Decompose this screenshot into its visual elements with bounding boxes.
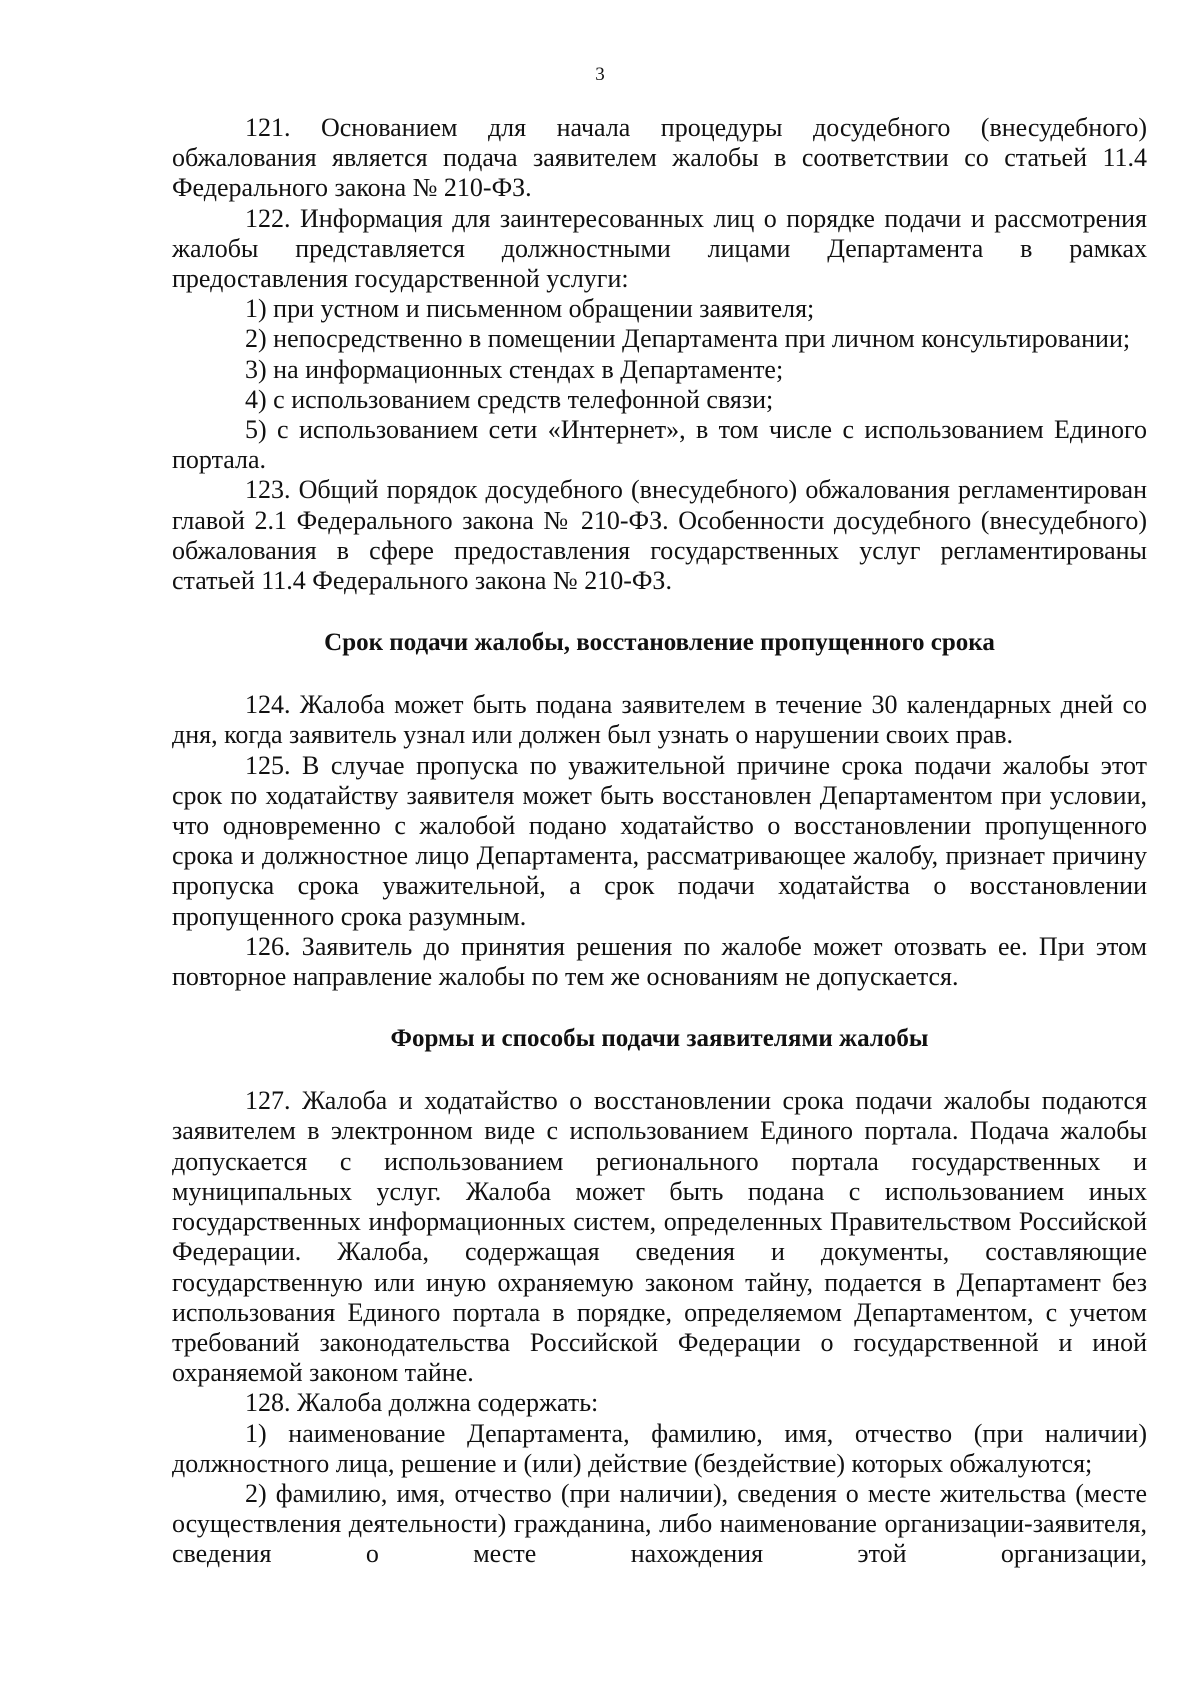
list-item-122-3: 3) на информационных стендах в Департаменте;: [245, 354, 784, 384]
page-number: 3: [595, 64, 605, 85]
list-item-128-2: 2) фамилию, имя, отчество (при наличии), сведения о месте жительства (месте осуществления деятельности) гражданина, либо наименование организации-заявителя, сведения о месте нахождения этой организации,: [172, 1478, 1147, 1569]
list-item-122-2: 2) непосредственно в помещении Департамента при личном консультировании;: [245, 324, 1131, 354]
list-item-122-4: 4) с использованием средств телефонной связи;: [245, 384, 774, 414]
paragraph-127: 127. Жалоба и ходатайство о восстановлении срока подачи жалобы подаются заявителем в электронном виде с использованием Единого портала. Подача жалобы допускается с использованием регионального портала государственных и муниципальных услуг. Жалоба может быть подана с использованием иных государственных информационных систем, определенных Правительством Российской Федерации. Жалоба, содержащая сведения и документы, составляющие государственную или иную охраняемую законом тайну, подается в Департамент без использования Единого портала в порядке, определяемом Департаментом, с учетом требований законодательства Российской Федерации о государственной и иной охраняемой законом тайне.: [172, 1086, 1147, 1388]
paragraph-128: 128. Жалоба должна содержать:: [245, 1388, 599, 1418]
paragraph-122: 122. Информация для заинтересованных лиц о порядке подачи и рассмотрения жалобы представляется должностными лицами Департамента в рамках предоставления государственной услуги:: [172, 203, 1147, 294]
paragraph-123: 123. Общий порядок досудебного (внесудебного) обжалования регламентирован главой 2.1 Федерального закона № 210-ФЗ. Особенности досудебного (внесудебного) обжалования в сфере предоставления государственных услуг регламентированы статьей 11.4 Федерального закона № 210-ФЗ.: [172, 475, 1147, 596]
section-heading-complaint-forms: Формы и способы подачи заявителями жалобы: [390, 1025, 929, 1053]
list-item-122-5: 5) с использованием сети «Интернет», в том числе с использованием Единого портала.: [172, 415, 1147, 475]
paragraph-126: 126. Заявитель до принятия решения по жалобе может отозвать ее. При этом повторное направление жалобы по тем же основаниям не допускается.: [172, 931, 1147, 992]
section-heading-complaint-deadline: Срок подачи жалобы, восстановление пропущенного срока: [324, 629, 995, 657]
paragraph-124: 124. Жалоба может быть подана заявителем в течение 30 календарных дней со дня, когда заявитель узнал или должен был узнать о нарушении своих прав.: [172, 690, 1147, 750]
document-body: [172, 113, 1147, 1570]
paragraph-121: 121. Основанием для начала процедуры досудебного (внесудебного) обжалования является подача заявителем жалобы в соответствии со статьей 11.4 Федерального закона № 210-ФЗ.: [172, 113, 1147, 203]
paragraph-125: 125. В случае пропуска по уважительной причине срока подачи жалобы этот срок по ходатайству заявителя может быть восстановлен Департаментом при условии, что одновременно с жалобой подано ходатайство о восстановлении пропущенного срока и должностное лицо Департамента, рассматривающее жалобу, признает причину пропуска срока уважительной, а срок подачи ходатайства о восстановлении пропущенного срока разумным.: [172, 750, 1147, 931]
list-item-122-1: 1) при устном и письменном обращении заявителя;: [245, 294, 815, 324]
list-item-128-1: 1) наименование Департамента, фамилию, имя, отчество (при наличии) должностного лица, решение и (или) действие (бездействие) которых обжалуются;: [172, 1418, 1147, 1478]
